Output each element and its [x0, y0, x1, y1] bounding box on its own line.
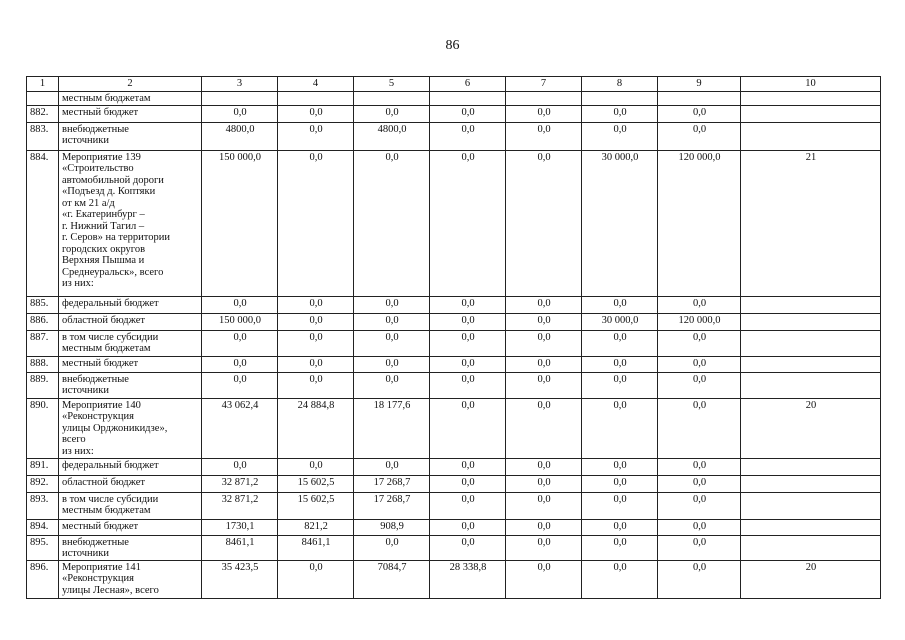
item-name: в том числе субсидии местным бюджетам	[59, 330, 202, 356]
col-9-value: 0,0	[658, 398, 741, 458]
col-7-value: 0,0	[506, 519, 582, 535]
row-number: 890.	[27, 398, 59, 458]
row-number: 882.	[27, 105, 59, 122]
item-name: местный бюджет	[59, 519, 202, 535]
col-9-value: 0,0	[658, 372, 741, 398]
col-8-value: 0,0	[582, 330, 658, 356]
table-row	[27, 560, 881, 598]
col-10-value	[741, 458, 881, 475]
page-number: 86	[445, 38, 460, 53]
col-6-value: 28 338,8	[430, 560, 506, 598]
col-7-value: 0,0	[506, 122, 582, 150]
item-name: областной бюджет	[59, 475, 202, 492]
col-6-value: 0,0	[430, 356, 506, 372]
col-7-value	[506, 91, 582, 105]
col-8-value: 0,0	[582, 560, 658, 598]
col-3-value: 32 871,2	[202, 475, 278, 492]
col-6-value: 0,0	[430, 535, 506, 560]
col-8-value: 30 000,0	[582, 313, 658, 330]
col-10-value	[741, 356, 881, 372]
col-4-value: 15 602,5	[278, 492, 354, 519]
col-3-value: 0,0	[202, 372, 278, 398]
col-5-value: 17 268,7	[354, 492, 430, 519]
col-3-value: 150 000,0	[202, 313, 278, 330]
item-name: Мероприятие 139 «Строительство автомобильной дороги «Подъезд д. Коптяки от км 21 а/д «г. Екатеринбург – г. Нижний Тагил – г. Серов» на территории городских округов Верхняя Пышма и Среднеуральск», всего из них:	[59, 150, 202, 296]
item-name: внебюджетные источники	[59, 535, 202, 560]
col-3-value: 0,0	[202, 356, 278, 372]
header-row	[27, 77, 881, 92]
col-4-value: 0,0	[278, 372, 354, 398]
table-row	[27, 91, 881, 105]
table-row	[27, 105, 881, 122]
col-10-value	[741, 296, 881, 313]
col-10-value	[741, 492, 881, 519]
col-7-value: 0,0	[506, 105, 582, 122]
table-row	[27, 330, 881, 356]
col-4-value: 0,0	[278, 356, 354, 372]
row-number: 892.	[27, 475, 59, 492]
row-number: 893.	[27, 492, 59, 519]
item-name: внебюджетные источники	[59, 122, 202, 150]
col-8-value: 0,0	[582, 122, 658, 150]
col-9-value: 0,0	[658, 122, 741, 150]
col-10-value	[741, 475, 881, 492]
column-header: 3	[202, 77, 278, 92]
col-4-value: 0,0	[278, 458, 354, 475]
col-5-value: 0,0	[354, 535, 430, 560]
col-6-value: 0,0	[430, 492, 506, 519]
col-6-value: 0,0	[430, 398, 506, 458]
col-3-value: 1730,1	[202, 519, 278, 535]
table-row	[27, 372, 881, 398]
col-8-value	[582, 91, 658, 105]
table-row	[27, 519, 881, 535]
col-9-value	[658, 91, 741, 105]
row-number: 884.	[27, 150, 59, 296]
col-3-value: 0,0	[202, 458, 278, 475]
col-4-value: 0,0	[278, 150, 354, 296]
col-5-value: 0,0	[354, 372, 430, 398]
row-number: 886.	[27, 313, 59, 330]
table-row	[27, 398, 881, 458]
row-number: 887.	[27, 330, 59, 356]
col-9-value: 0,0	[658, 560, 741, 598]
col-5-value: 0,0	[354, 313, 430, 330]
col-6-value: 0,0	[430, 372, 506, 398]
col-4-value: 15 602,5	[278, 475, 354, 492]
col-7-value: 0,0	[506, 330, 582, 356]
table-row	[27, 492, 881, 519]
item-name: федеральный бюджет	[59, 458, 202, 475]
table-row	[27, 296, 881, 313]
col-4-value: 0,0	[278, 122, 354, 150]
col-6-value: 0,0	[430, 330, 506, 356]
col-7-value: 0,0	[506, 296, 582, 313]
column-header: 9	[658, 77, 741, 92]
col-3-value: 32 871,2	[202, 492, 278, 519]
col-5-value: 0,0	[354, 105, 430, 122]
col-7-value: 0,0	[506, 313, 582, 330]
row-number: 895.	[27, 535, 59, 560]
column-header: 10	[741, 77, 881, 92]
column-header: 1	[27, 77, 59, 92]
col-6-value: 0,0	[430, 122, 506, 150]
col-5-value	[354, 91, 430, 105]
col-3-value: 150 000,0	[202, 150, 278, 296]
col-7-value: 0,0	[506, 560, 582, 598]
col-8-value: 0,0	[582, 356, 658, 372]
col-3-value	[202, 91, 278, 105]
col-7-value: 0,0	[506, 458, 582, 475]
col-5-value: 7084,7	[354, 560, 430, 598]
item-name: федеральный бюджет	[59, 296, 202, 313]
item-name: внебюджетные источники	[59, 372, 202, 398]
col-7-value: 0,0	[506, 372, 582, 398]
item-name: местным бюджетам	[59, 91, 202, 105]
table-row	[27, 150, 881, 296]
col-3-value: 35 423,5	[202, 560, 278, 598]
col-10-value	[741, 91, 881, 105]
col-3-value: 0,0	[202, 105, 278, 122]
col-6-value: 0,0	[430, 475, 506, 492]
col-5-value: 18 177,6	[354, 398, 430, 458]
col-8-value: 0,0	[582, 535, 658, 560]
col-3-value: 0,0	[202, 330, 278, 356]
col-5-value: 0,0	[354, 150, 430, 296]
col-10-value	[741, 313, 881, 330]
col-10-value	[741, 105, 881, 122]
col-4-value: 0,0	[278, 296, 354, 313]
col-8-value: 0,0	[582, 458, 658, 475]
col-7-value: 0,0	[506, 535, 582, 560]
item-name: Мероприятие 141 «Реконструкция улицы Лесная», всего	[59, 560, 202, 598]
item-name: областной бюджет	[59, 313, 202, 330]
col-9-value: 0,0	[658, 296, 741, 313]
col-9-value: 120 000,0	[658, 313, 741, 330]
col-8-value: 0,0	[582, 105, 658, 122]
col-9-value: 0,0	[658, 475, 741, 492]
col-3-value: 4800,0	[202, 122, 278, 150]
col-4-value: 0,0	[278, 313, 354, 330]
col-3-value: 8461,1	[202, 535, 278, 560]
row-number: 888.	[27, 356, 59, 372]
col-10-value	[741, 519, 881, 535]
col-5-value: 908,9	[354, 519, 430, 535]
col-6-value	[430, 91, 506, 105]
row-number: 896.	[27, 560, 59, 598]
col-6-value: 0,0	[430, 313, 506, 330]
row-number: 883.	[27, 122, 59, 150]
item-name: местный бюджет	[59, 105, 202, 122]
table-row	[27, 535, 881, 560]
col-9-value: 0,0	[658, 535, 741, 560]
col-10-value	[741, 122, 881, 150]
budget-table	[26, 76, 881, 599]
table-row	[27, 356, 881, 372]
column-header: 8	[582, 77, 658, 92]
col-6-value: 0,0	[430, 519, 506, 535]
col-5-value: 0,0	[354, 356, 430, 372]
col-5-value: 17 268,7	[354, 475, 430, 492]
col-10-value: 21	[741, 150, 881, 296]
table-body	[27, 77, 881, 599]
col-7-value: 0,0	[506, 356, 582, 372]
col-4-value	[278, 91, 354, 105]
col-8-value: 0,0	[582, 519, 658, 535]
row-number: 891.	[27, 458, 59, 475]
col-8-value: 0,0	[582, 398, 658, 458]
col-6-value: 0,0	[430, 105, 506, 122]
col-6-value: 0,0	[430, 296, 506, 313]
col-9-value: 0,0	[658, 519, 741, 535]
col-4-value: 821,2	[278, 519, 354, 535]
col-3-value: 43 062,4	[202, 398, 278, 458]
col-7-value: 0,0	[506, 475, 582, 492]
col-9-value: 120 000,0	[658, 150, 741, 296]
table-row	[27, 122, 881, 150]
row-number: 885.	[27, 296, 59, 313]
row-number: 889.	[27, 372, 59, 398]
col-5-value: 0,0	[354, 330, 430, 356]
col-10-value: 20	[741, 398, 881, 458]
table-row	[27, 313, 881, 330]
row-number: 894.	[27, 519, 59, 535]
col-9-value: 0,0	[658, 330, 741, 356]
col-4-value: 0,0	[278, 105, 354, 122]
col-7-value: 0,0	[506, 150, 582, 296]
col-4-value: 8461,1	[278, 535, 354, 560]
col-9-value: 0,0	[658, 492, 741, 519]
column-header: 7	[506, 77, 582, 92]
col-4-value: 24 884,8	[278, 398, 354, 458]
col-10-value	[741, 535, 881, 560]
item-name: Мероприятие 140 «Реконструкция улицы Орджоникидзе», всего из них:	[59, 398, 202, 458]
table-row	[27, 458, 881, 475]
col-8-value: 0,0	[582, 475, 658, 492]
column-header: 2	[59, 77, 202, 92]
item-name: в том числе субсидии местным бюджетам	[59, 492, 202, 519]
item-name: местный бюджет	[59, 356, 202, 372]
column-header: 4	[278, 77, 354, 92]
column-header: 5	[354, 77, 430, 92]
col-5-value: 0,0	[354, 458, 430, 475]
col-8-value: 0,0	[582, 492, 658, 519]
col-6-value: 0,0	[430, 150, 506, 296]
row-number	[27, 91, 59, 105]
col-4-value: 0,0	[278, 330, 354, 356]
col-4-value: 0,0	[278, 560, 354, 598]
col-5-value: 0,0	[354, 296, 430, 313]
col-10-value: 20	[741, 560, 881, 598]
col-8-value: 0,0	[582, 296, 658, 313]
table-row	[27, 475, 881, 492]
col-6-value: 0,0	[430, 458, 506, 475]
col-10-value	[741, 372, 881, 398]
col-7-value: 0,0	[506, 398, 582, 458]
col-9-value: 0,0	[658, 458, 741, 475]
col-10-value	[741, 330, 881, 356]
col-7-value: 0,0	[506, 492, 582, 519]
col-8-value: 0,0	[582, 372, 658, 398]
column-header: 6	[430, 77, 506, 92]
col-3-value: 0,0	[202, 296, 278, 313]
col-5-value: 4800,0	[354, 122, 430, 150]
col-9-value: 0,0	[658, 105, 741, 122]
col-8-value: 30 000,0	[582, 150, 658, 296]
col-9-value: 0,0	[658, 356, 741, 372]
